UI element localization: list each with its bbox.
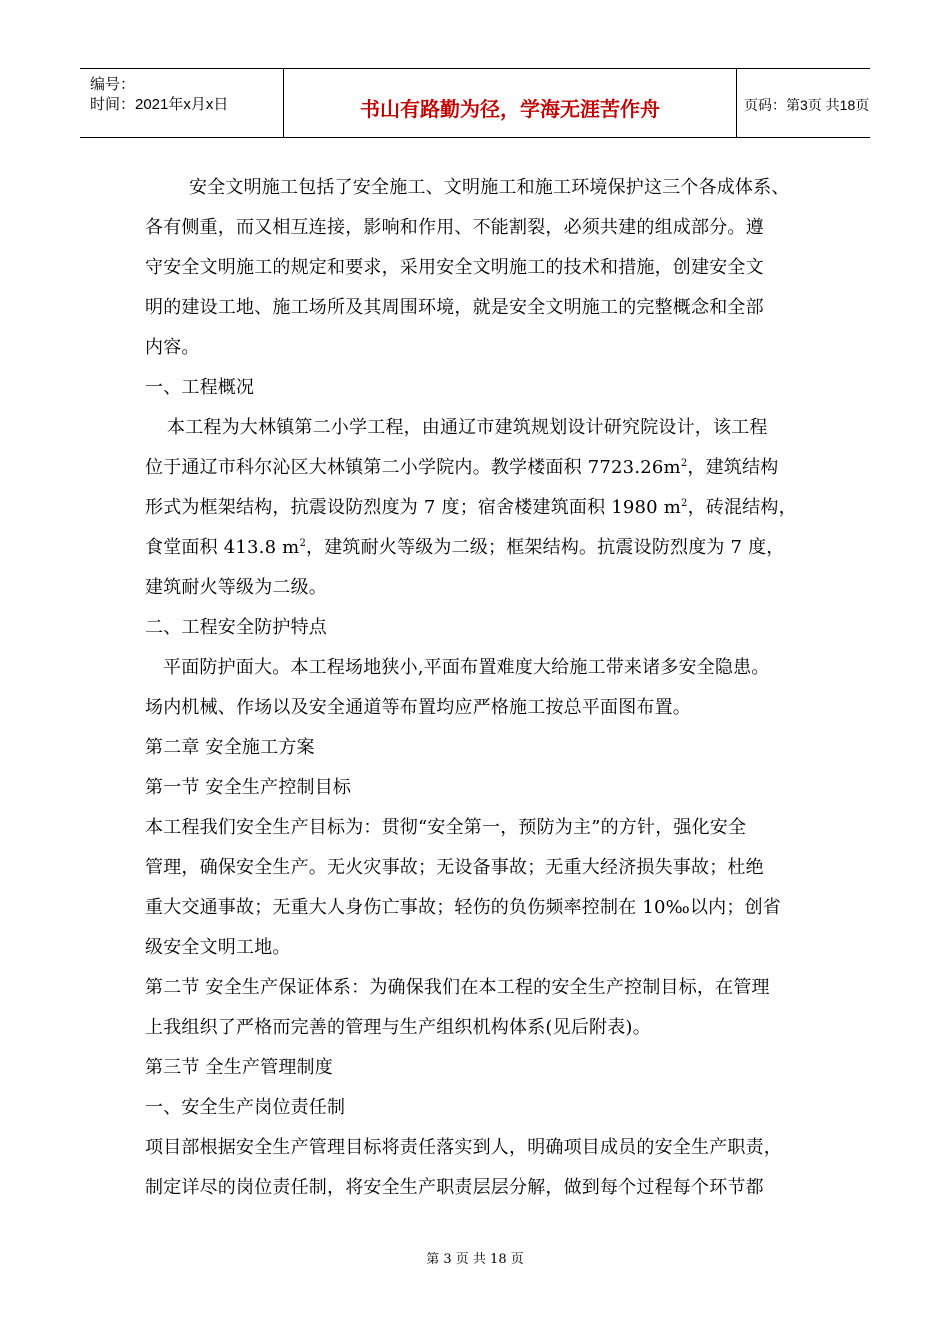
- overview-line: 本工程为大林镇第二小学工程，由通辽市建筑规划设计研究院设计，该工程: [167, 417, 768, 438]
- doc-code-label: 编号：: [90, 76, 136, 93]
- goal-line: 级安全文明工地。: [145, 937, 291, 958]
- document-body: [145, 168, 810, 1208]
- protection-line: 场内机械、作场以及安全通道等布置均应严格施工按总平面图布置。: [145, 697, 691, 718]
- superscript: 2: [680, 458, 688, 469]
- overview-text: 位于通辽市科尔沁区大林镇第二小学院内。教学楼面积 7723.26m: [145, 457, 681, 478]
- overview-text: 食堂面积 413.8 m: [145, 537, 300, 558]
- doc-date-label: 时间：2021年x月x日: [90, 96, 229, 113]
- header-left-cell: [80, 69, 283, 137]
- overview-text: ，砖混结构，: [687, 497, 797, 518]
- overview-text: ，建筑耐火等级为二级；框架结构。抗震设防烈度为 7 度，: [306, 537, 785, 558]
- superscript: 2: [299, 538, 307, 549]
- overview-line: [145, 448, 810, 488]
- responsibility-line: 项目部根据安全生产管理目标将责任落实到人，明确项目成员的安全生产职责，: [145, 1137, 782, 1158]
- overview-line: [145, 528, 810, 568]
- intro-line: 安全文明施工包括了安全施工、文明施工和施工环境保护这三个各成体系、: [189, 177, 790, 198]
- overview-line: 建筑耐火等级为二级。: [145, 577, 327, 598]
- section-heading: 二、工程安全防护特点: [145, 617, 327, 638]
- system-line: 第二节 安全生产保证体系：为确保我们在本工程的安全生产控制目标，在管理: [145, 977, 770, 998]
- protection-line: 平面防护面大。本工程场地狭小,平面布置难度大给施工带来诸多安全隐患。: [163, 657, 770, 678]
- intro-line: 内容。: [145, 337, 200, 358]
- header-page-info: 页码：第3页 共18页: [744, 97, 870, 113]
- page-footer: 第 3 页 共 18 页: [426, 1252, 524, 1267]
- superscript: 2: [681, 498, 688, 509]
- goal-line: 管理，确保安全生产。无火灾事故；无设备事故；无重大经济损失事故；杜绝: [145, 857, 764, 878]
- intro-line: 各有侧重，而又相互连接，影响和作用、不能割裂，必须共建的组成部分。遵: [145, 217, 764, 238]
- page-header: [80, 68, 870, 138]
- goal-line: 重大交通事故；无重大人身伤亡事故；轻伤的负伤频率控制在 10‰以内；创省: [145, 897, 781, 918]
- overview-line: [145, 488, 810, 528]
- goal-line: 本工程我们安全生产目标为：贯彻“安全第一，预防为主”的方针，强化安全: [145, 817, 747, 838]
- intro-line: 明的建设工地、施工场所及其周围环境，就是安全文明施工的完整概念和全部: [145, 297, 764, 318]
- overview-text: ，建筑结构: [687, 457, 779, 478]
- header-motto-cell: [283, 69, 737, 137]
- responsibility-line: 制定详尽的岗位责任制，将安全生产职责层层分解，做到每个过程每个环节都: [145, 1177, 764, 1198]
- chapter-heading: 第二章 安全施工方案: [145, 737, 315, 758]
- overview-text: 形式为框架结构，抗震设防烈度为 7 度；宿舍楼建筑面积 1980 m: [145, 497, 682, 518]
- section-heading: 第一节 安全生产控制目标: [145, 777, 352, 798]
- header-motto: 书山有路勤为径，学海无涯苦作舟: [360, 97, 660, 121]
- system-line: 上我组织了严格而完善的管理与生产组织机构体系(见后附表)。: [145, 1017, 651, 1038]
- section-heading: 第三节 全生产管理制度: [145, 1057, 333, 1078]
- section-heading: 一、工程概况: [145, 377, 255, 398]
- subsection-heading: 一、安全生产岗位责任制: [145, 1097, 346, 1118]
- intro-line: 守安全文明施工的规定和要求，采用安全文明施工的技术和措施，创建安全文: [145, 257, 764, 278]
- header-page-cell: [736, 69, 870, 137]
